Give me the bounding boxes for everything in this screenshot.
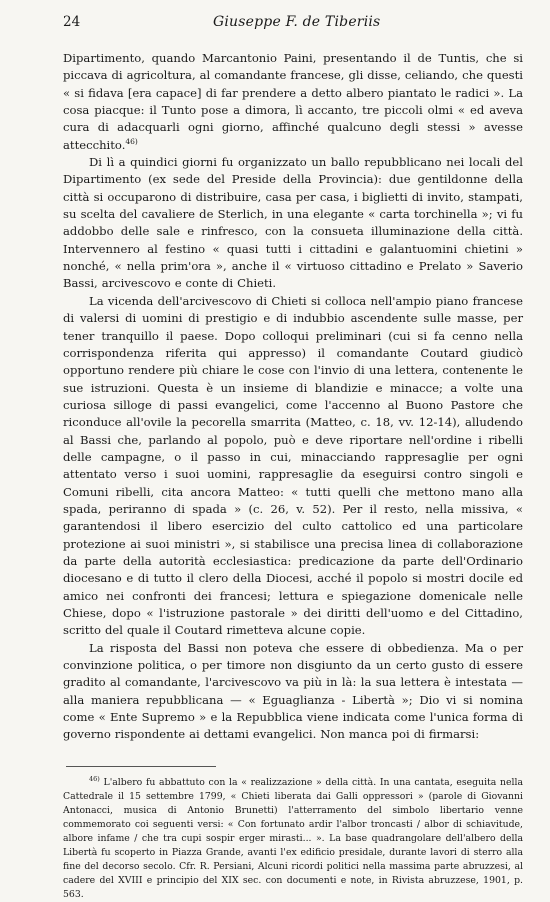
footnote-number: 46) [89, 774, 100, 783]
footnote-ref: 46) [125, 136, 138, 146]
footnote-text: L'albero fu abbattuto con la « realizzazione » della città. In una cantata, eseguita nella Cattedrale il 15 settembre 1799, « Chieti liberata dai Galli oppressori » (parole di Giovanni Antonacci, musica di Antonio Brunetti) l'atterramento del simbolo libertario venne commemorato coi seguenti versi: « Con fortunato ardir l'albor troncasti / albor di schiavitude, albore infame / che tra cupi sospir erger mirasti... ». La base quadrangolare dell'albero della Libertà fu scoperto in Piazza Grande, avanti l'ex edificio presidale, durante lavori di sterro alla fine del decorso secolo. Cfr. R. Persiani, Alcuni ricordi politici nella massima parte abruzzesi, al cadere del XVIII e principio del XIX sec. con documenti e note, in Rivista abruzzese, 1901, p. 563. [63, 776, 523, 901]
running-head: Giuseppe F. de Tiberiis [213, 14, 381, 30]
paragraph-1: Dipartimento, quando Marcantonio Paini, presentando il de Tuntis, che si piccava di agricoltura, al comandante francese, gli disse, celiando, che questi « si fidava [era capace] di far prendere a detto albero piantato le radici ». La cosa piacque: il Tunto pose a dimora, lì accanto, tre piccoli olmi « ed aveva cura di adacquarli ogni giorno, affinché qualcuno degli stessi » avesse attecchito.$^{46)}$ [63, 51, 523, 152]
page-header [63, 14, 523, 36]
paragraph-3: La vicenda dell'arcivescovo di Chieti si colloca nell'ampio piano francese di valersi di uomini di prestigio e di indubbio ascendente sulle masse, per tener tranquillo il paese. Dopo colloqui preliminari (cui si fa cenno nella corrispondenza riferita qui appresso) il comandante Coutard giudicò opportuno rendere più chiare le cose con l'invio di una lettera, contenente le sue istruzioni. Questa è un insieme di blandizie e minacce; a volte una curiosa silloge di passi evangelici, come l'accenno al Buono Pastore che riconduce all'ovile la pecorella smarrita (Matteo, c. 18, vv. 12-14), alludendo al Bassi che, parlando al popolo, può e deve riportare nell'ordine i ribelli delle campagne, o il passo in cui, minacciando rappresaglie per ogni attentato verso i suoi uomini, rappresaglie da eseguirsi contro singoli e Comuni ribelli, cita ancora Matteo: « tutti quelli che mettono mano alla spada, periranno di spada » (c. 26, v. 52). Per il resto, nella missiva, « garantendosi il libero esercizio del culto cattolico ed una particolare protezione ai suoi ministri », si stabilisce una precisa linea di collaborazione da parte della autorità ecclesiastica: predicazione da parte dell'Ordinario diocesano e di tutto il clero della Diocesi, acché il popolo si mostri docile ed amico nei confronti dei francesi; lettura e spiegazione domenicale nelle Chiese, dopo « l'istruzione pastorale » dei diritti dell'uomo e del Cittadino, scritto del quale il Coutard rimetteva alcune copie. [63, 293, 523, 638]
page-number: 24 [63, 14, 81, 30]
footnote-46 [63, 776, 523, 902]
paragraph-2: Di lì a quindici giorni fu organizzato un ballo repubblicano nei locali del Dipartimento (ex sede del Preside della Provincia): due gentildonne della città si occuparono di distribuire, casa per casa, i biglietti di invito, stampati, su scelta del cavaliere de Sterlich, in una elegante « carta torchinella »; vi fu addobbo delle sale e rinfresco, con la consueta illuminazione della città. Intervennero al festino « quasi tutti i cittadini e galantuomini chietini » nonché, « nella prim'ora », anche il « virtuoso cittadino e Prelato » Saverio Bassi, arcivescovo e conte di Chieti. [63, 155, 523, 291]
body-text [63, 50, 523, 744]
paragraph-4: La risposta del Bassi non poteva che essere di obbedienza. Ma o per convinzione politica, o per timore non disgiunto da un certo gusto di essere gradito al comandante, l'arcivescovo va più in là: la sua lettera è intestata — alla maniera repubblicana — « Eguaglianza - Libertà »; Dio vi si nomina come « Ente Supremo » e la Repubblica viene indicata come l'unica forma di governo rispondente ai dettami evangelici. Non manca poi di firmarsi: [63, 640, 523, 742]
footnote-divider [66, 766, 216, 767]
